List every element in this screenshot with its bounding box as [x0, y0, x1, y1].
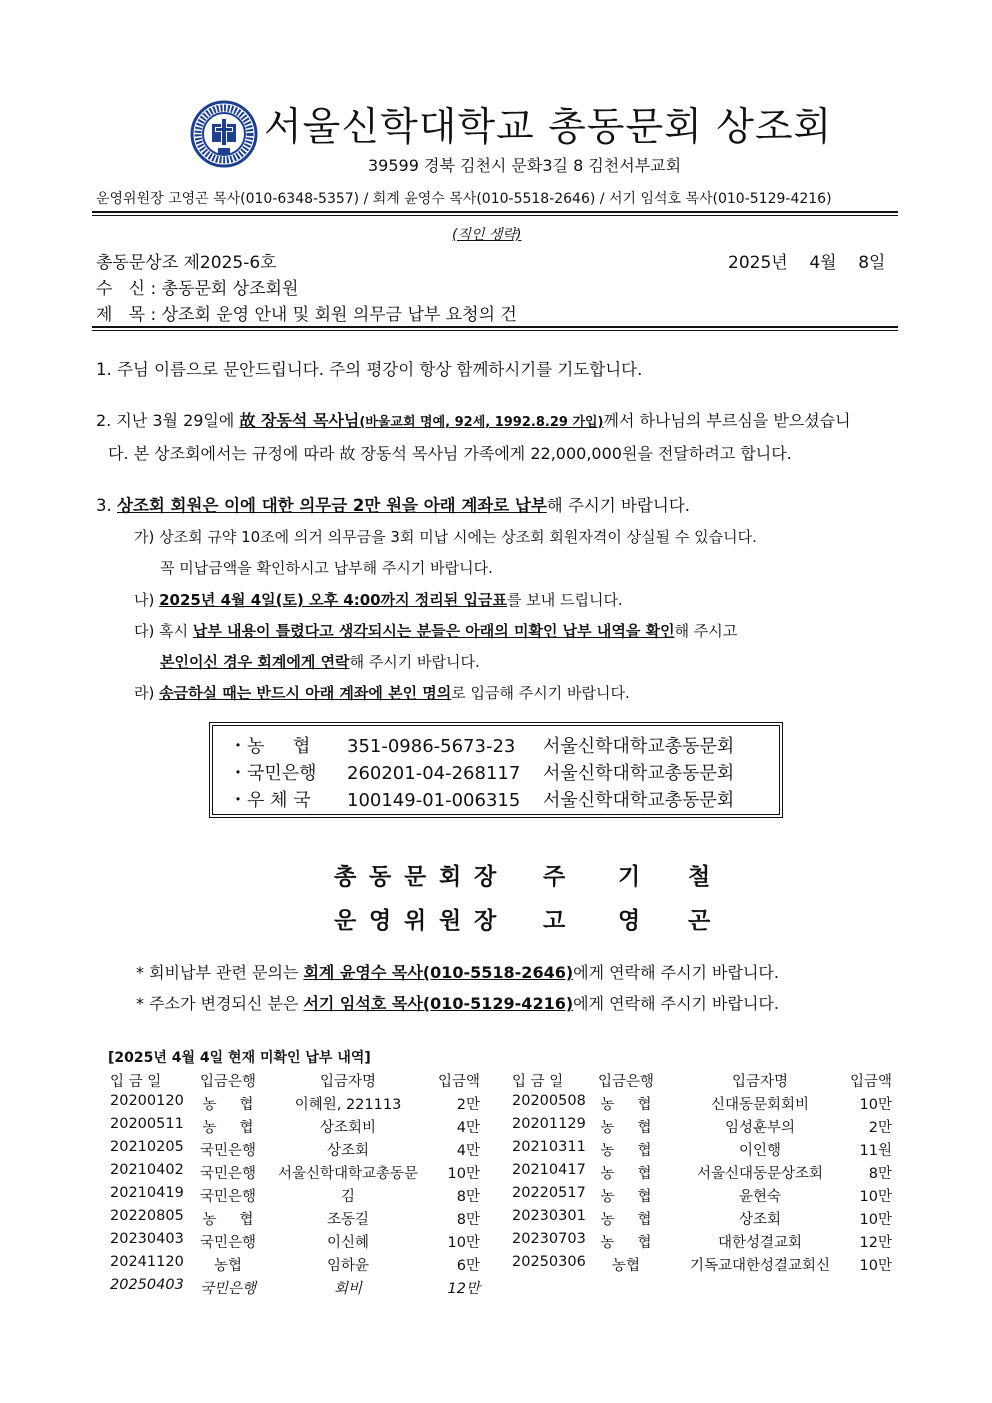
deposit-date: 20241120	[110, 1254, 184, 1270]
deposit-amount: 10만	[859, 1189, 892, 1205]
sig-char: 철	[688, 864, 711, 890]
item-da-line-2	[160, 651, 480, 672]
sig-char: 곤	[688, 908, 711, 934]
table-row	[0, 1231, 992, 1254]
deposit-date: 20230301	[512, 1208, 586, 1224]
ra-label: 라)	[134, 684, 160, 702]
deposit-bank: 농 협	[202, 1120, 254, 1136]
p3-text-end: 해 주시기 바랍니다.	[546, 496, 691, 515]
sig-char: 장	[474, 864, 497, 890]
depositor-name: 이신혜	[326, 1235, 370, 1251]
deposit-bank: 국민은행	[199, 1281, 257, 1297]
deposit-amount: 10만	[859, 1258, 892, 1274]
depositor-name: 이혜원, 221113	[294, 1097, 402, 1113]
sig-char: 운	[334, 908, 357, 934]
column-header: 입 금 일	[512, 1074, 564, 1090]
deposit-bank: 농 협	[202, 1097, 254, 1113]
depositor-name: 조동길	[326, 1212, 370, 1228]
deposit-amount: 11원	[859, 1143, 892, 1159]
depositor-name: 임하윤	[326, 1258, 370, 1274]
subject-label: 제 목 :	[96, 305, 157, 325]
deposit-amount: 12만	[447, 1281, 480, 1297]
item-da-line-1	[134, 620, 737, 641]
p3-number: 3.	[96, 496, 117, 515]
na-text-end: 를 보내 드립니다.	[506, 591, 623, 609]
deposit-amount: 10만	[859, 1097, 892, 1113]
header-rule-thin	[92, 215, 898, 216]
deposit-bank: 농 협	[600, 1235, 652, 1251]
table-row	[0, 1139, 992, 1162]
note-text: * 회비납부 관련 문의는	[136, 963, 304, 982]
document-number: 총동문상조 제2025-6호	[96, 253, 277, 273]
depositor-name: 서울신학대학교총동문	[277, 1166, 419, 1182]
deposit-amount: 2만	[868, 1120, 892, 1136]
table-row	[0, 1208, 992, 1231]
secretary-contact: 서기 임석호 목사(010-5129-4216)	[303, 994, 574, 1013]
document-date	[728, 248, 885, 273]
deposit-bank: 농 협	[600, 1143, 652, 1159]
account-holder: 서울신학대학교총동문회	[543, 790, 735, 811]
account-row	[229, 759, 734, 785]
deposit-bank: 농 협	[600, 1212, 652, 1228]
depositor-name: 회비	[333, 1281, 362, 1297]
deposit-date: 20200120	[110, 1093, 184, 1109]
deposit-date: 20220517	[512, 1185, 586, 1201]
officers-contact-line: 운영위원장 고영곤 목사(010-6348-5357) / 회계 윤영수 목사(010-5518-2646) / 서기 임석호 목사(010-5129-4216)	[96, 191, 832, 207]
deposit-date: 20230403	[110, 1231, 184, 1247]
deposit-date: 20210402	[110, 1162, 184, 1178]
deposit-date: 20250306	[512, 1254, 586, 1270]
deposit-date: 20210311	[512, 1139, 586, 1155]
account-holder: 서울신학대학교총동문회	[543, 763, 735, 784]
deposit-bank: 농 협	[600, 1166, 652, 1182]
organization-address: 39599 경북 김천시 문화3길 8 김천서부교회	[368, 156, 682, 175]
note-text-end: 에게 연락해 주시기 바랍니다.	[573, 963, 779, 982]
deposit-bank: 국민은행	[199, 1143, 257, 1159]
na-label: 나)	[134, 591, 160, 609]
deposit-bank: 농 협	[600, 1120, 652, 1136]
sig-char: 총	[334, 864, 357, 890]
table-row	[0, 1254, 992, 1277]
recipient-line	[96, 274, 298, 299]
subject-line	[96, 300, 517, 325]
table-row	[0, 1093, 992, 1116]
university-seal-logo	[190, 100, 258, 168]
date-month: 4월	[809, 253, 837, 273]
p2-text-end: 께서 하나님의 부르심을 받으셨습니	[603, 411, 851, 430]
note-text: * 주소가 변경되신 분은	[136, 994, 304, 1013]
recipient-label: 수 신 :	[96, 279, 157, 299]
item-ga-line-2: 꼭 미납금액을 확인하시고 납부해 주시기 바랍니다.	[160, 559, 493, 577]
deposit-bank: 농협	[611, 1258, 640, 1274]
deposit-bank: 국민은행	[199, 1189, 257, 1205]
recipient: 총동문회 상조회원	[161, 279, 299, 299]
ra-emphasis: 송금하실 때는 반드시 아래 계좌에 본인 명의	[159, 684, 452, 702]
depositor-name: 서울신대동문상조회	[696, 1166, 824, 1182]
sig-char: 기	[618, 864, 641, 890]
account-bank: ・농 협	[229, 736, 311, 757]
account-number: 351-0986-5673-23	[347, 736, 516, 757]
column-header: 입 금 일	[110, 1074, 162, 1090]
depositor-name: 임성훈부의	[724, 1120, 796, 1136]
column-header: 입금은행	[597, 1074, 655, 1090]
item-ga-line-1: 가) 상조회 규약 10조에 의거 의무금을 3회 미납 시에는 상조회 회원자격이 상실될 수 있습니다.	[134, 528, 757, 546]
na-emphasis: 2025년 4월 4일(토) 오후 4:00까지 정리된 입금표	[159, 591, 507, 609]
signature-president	[0, 858, 992, 890]
unconfirmed-list-title: [2025년 4월 4일 현재 미확인 납부 내역]	[108, 1050, 371, 1066]
deposit-amount: 8만	[868, 1166, 892, 1182]
column-header: 입금은행	[199, 1074, 257, 1090]
meta-rule-thin	[92, 330, 898, 331]
unconfirmed-table-right	[0, 1070, 992, 1300]
deposit-amount: 10만	[447, 1235, 480, 1251]
deposit-date: 20200511	[110, 1116, 184, 1132]
depositor-name: 윤현숙	[738, 1189, 782, 1205]
sig-char: 문	[404, 864, 427, 890]
organization-title: 서울신학대학교 총동문회 상조회	[264, 105, 833, 150]
column-header: 입금자명	[319, 1074, 377, 1090]
item-na	[134, 589, 623, 610]
dues-request: 상조회 회원은 이에 대한 의무금 2만 원을 아래 계좌로 납부	[117, 496, 547, 515]
column-header: 입금자명	[731, 1074, 789, 1090]
note-text-end: 에게 연락해 주시기 바랍니다.	[573, 994, 779, 1013]
deposit-date: 20200508	[512, 1093, 586, 1109]
account-bank: ・우 체 국	[229, 790, 311, 811]
depositor-name: 상조회	[738, 1212, 782, 1228]
signature-committee-chair	[0, 902, 992, 934]
deposit-bank: 국민은행	[199, 1235, 257, 1251]
sig-char: 장	[474, 908, 497, 934]
deposit-date: 20220805	[110, 1208, 184, 1224]
date-year: 2025년	[728, 253, 788, 273]
paragraph-1: 1. 주님 이름으로 문안드립니다. 주의 평강이 항상 함께하시기를 기도합니다.	[96, 360, 643, 379]
paragraph-3	[96, 492, 690, 516]
da-text-end: 해 주시고	[674, 622, 738, 640]
deposit-amount: 12만	[859, 1235, 892, 1251]
depositor-name: 김	[340, 1189, 355, 1205]
account-number: 100149-01-006315	[347, 790, 521, 811]
table-row	[0, 1185, 992, 1208]
meta-rule-thick	[92, 326, 898, 328]
deposit-amount: 4만	[456, 1143, 480, 1159]
sig-char: 영	[369, 908, 392, 934]
depositor-name: 기독교대한성결교회신	[689, 1258, 831, 1274]
account-number: 260201-04-268117	[347, 763, 521, 784]
table-row	[0, 1162, 992, 1185]
paragraph-2-line-2: 다. 본 상조회에서는 규정에 따라 故 장동석 목사님 가족에게 22,000,000원을 전달하려고 합니다.	[108, 444, 792, 463]
account-row	[229, 786, 734, 812]
deposit-amount: 10만	[447, 1166, 480, 1182]
deposit-bank: 국민은행	[199, 1166, 257, 1182]
depositor-name: 이인행	[738, 1143, 782, 1159]
date-day: 8일	[858, 253, 886, 273]
sig-char: 원	[439, 908, 462, 934]
account-row	[229, 732, 734, 758]
sig-char: 동	[369, 864, 392, 890]
deposit-bank: 농협	[213, 1258, 242, 1274]
depositor-name: 신대동문회회비	[710, 1097, 810, 1113]
column-header: 입금액	[849, 1074, 892, 1090]
da-emphasis: 납부 내용이 틀렸다고 생각되시는 분들은 아래의 미확인 납부 내역을 확인	[192, 622, 675, 640]
treasurer-contact: 회계 윤영수 목사(010-5518-2646)	[303, 963, 574, 982]
sig-char: 고	[543, 908, 566, 934]
deposit-amount: 4만	[456, 1120, 480, 1136]
item-ra	[134, 682, 630, 703]
header-rule-thick	[92, 211, 898, 213]
account-holder: 서울신학대학교총동문회	[543, 736, 735, 757]
deposit-date: 20201129	[512, 1116, 586, 1132]
sig-char: 영	[618, 908, 641, 934]
depositor-name: 대한성결교회	[717, 1235, 803, 1251]
deposit-bank: 농 협	[600, 1189, 652, 1205]
depositor-name: 상조회	[326, 1143, 370, 1159]
note-treasurer-contact	[136, 960, 779, 983]
sig-char: 위	[404, 908, 427, 934]
deposit-date: 20210205	[110, 1139, 184, 1155]
account-bank: ・국민은행	[229, 763, 317, 784]
sig-char: 회	[439, 864, 462, 890]
deposit-date: 20210419	[110, 1185, 184, 1201]
deposit-amount: 6만	[456, 1258, 480, 1274]
deposit-date: 20250403	[110, 1277, 184, 1293]
column-header: 입금액	[437, 1074, 480, 1090]
deposit-amount: 2만	[456, 1097, 480, 1113]
subject: 상조회 운영 안내 및 회원 의무금 납부 요청의 건	[161, 305, 517, 325]
sig-char: 주	[543, 864, 566, 890]
deposit-amount: 8만	[456, 1189, 480, 1205]
ra-text-end: 로 입금해 주시기 바랍니다.	[451, 684, 630, 702]
deposit-date: 20210417	[512, 1162, 586, 1178]
deceased-info: (바울교회 명예, 92세, 1992.8.29 가입)	[359, 415, 604, 430]
depositor-name: 상조회비	[319, 1120, 377, 1136]
table-row	[0, 1116, 992, 1139]
p2-text: 2. 지난 3월 29일에	[96, 411, 240, 430]
da-contact-emphasis: 본인이신 경우 회계에게 연락	[160, 653, 350, 671]
deceased-name: 故 장동석 목사님	[239, 411, 360, 430]
da-label: 다) 혹시	[134, 622, 193, 640]
deposit-bank: 농 협	[600, 1097, 652, 1113]
seal-omitted-note: (직인 생략)	[452, 227, 522, 243]
deposit-amount: 10만	[859, 1212, 892, 1228]
deposit-date: 20230703	[512, 1231, 586, 1247]
deposit-amount: 8만	[456, 1212, 480, 1228]
da-contact-end: 해 주시기 바랍니다.	[349, 653, 480, 671]
paragraph-2-line-1	[96, 408, 851, 431]
deposit-bank: 농 협	[202, 1212, 254, 1228]
note-secretary-contact	[136, 991, 779, 1014]
bank-accounts-box	[212, 725, 780, 815]
